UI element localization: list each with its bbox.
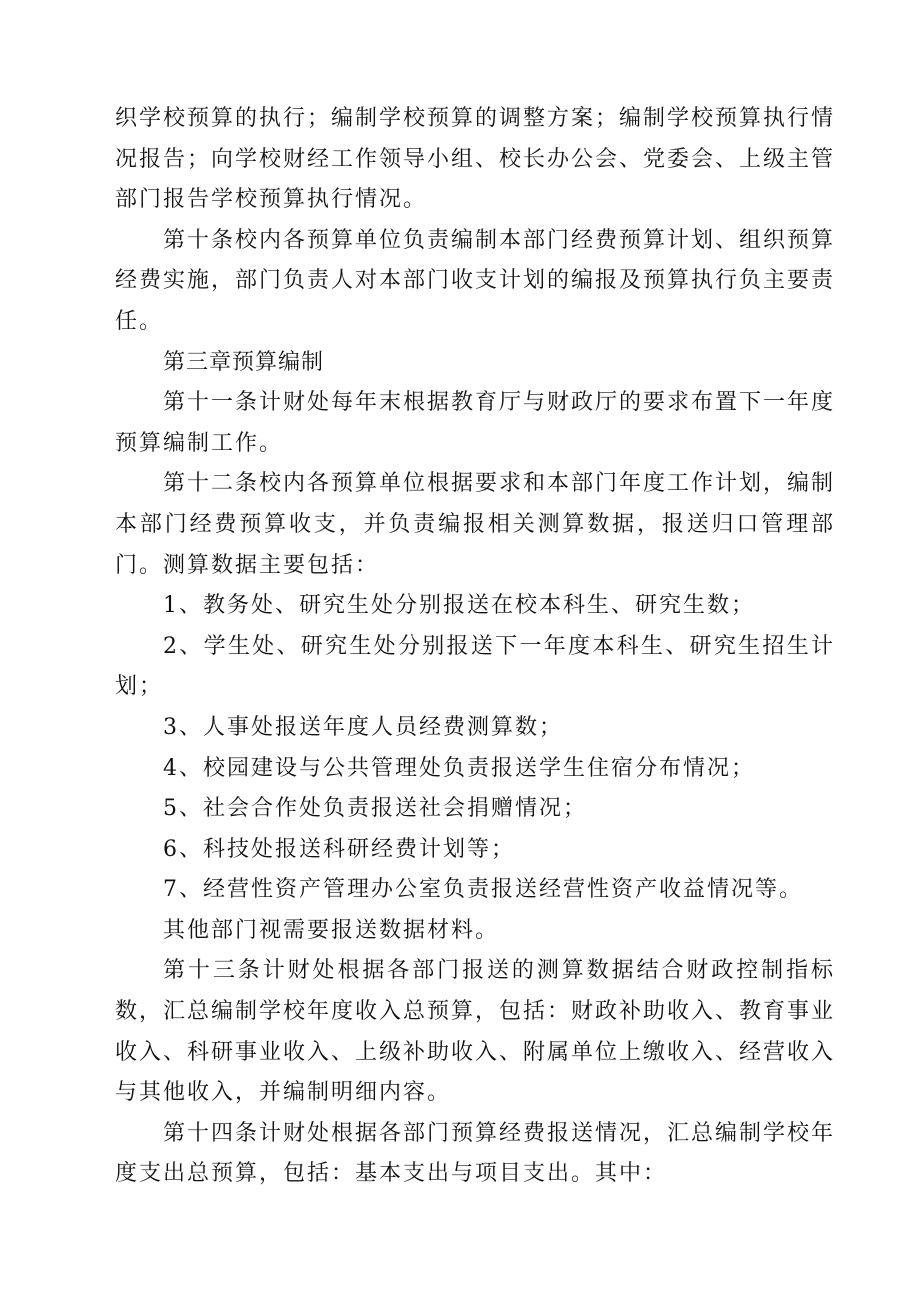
list-item-7: 7、经营性资产管理办公室负责报送经营性资产收益情况等。 — [163, 877, 803, 903]
article-13-paragraph: 第十三条计财处根据各部门报送的测算数据结合财政控制指标数，汇总编制学校年度收入总预算，包括：财政补助收入、教育事业收入、科研事业收入、上级补助收入、附属单位上缴收入、经营收入与其他收入，并编制明细内容。 — [115, 958, 836, 1106]
article-12-paragraph: 第十二条校内各预算单位根据要求和本部门年度工作计划，编制本部门经费预算收支，并负责编报相关测算数据，报送归口管理部门。测算数据主要包括： — [115, 471, 836, 578]
list-item-1: 1、教务处、研究生处分别报送在校本科生、研究生数； — [163, 593, 755, 619]
article-14-paragraph: 第十四条计财处根据各部门预算经费报送情况，汇总编制学校年度支出总预算，包括：基本支出与项目支出。其中： — [115, 1120, 836, 1187]
list-item-4: 4、校园建设与公共管理处负责报送学生住宿分布情况； — [163, 755, 755, 781]
list-item-2: 2、学生处、研究生处分别报送下一年度本科生、研究生招生计划； — [115, 633, 835, 700]
other-departments-paragraph: 其他部门视需要报送数据材料。 — [163, 917, 500, 943]
chapter-3-heading: 第三章预算编制 — [163, 349, 325, 375]
document-body — [115, 99, 835, 1195]
list-item-3: 3、人事处报送年度人员经费测算数； — [163, 714, 563, 740]
list-item-6: 6、科技处报送科研经费计划等； — [163, 836, 515, 862]
article-11-paragraph: 第十一条计财处每年末根据教育厅与财政厅的要求布置下一年度预算编制工作。 — [115, 390, 836, 456]
list-item-5: 5、社会合作处负责报送社会捐赠情况； — [163, 796, 587, 822]
paragraph-continuation: 织学校预算的执行；编制学校预算的调整方案；编制学校预算执行情况报告；向学校财经工作领导小组、校长办公会、党委会、上级主管部门报告学校预算执行情况。 — [115, 106, 836, 213]
article-10-paragraph: 第十条校内各预算单位负责编制本部门经费预算计划、组织预算经费实施，部门负责人对本部门收支计划的编报及预算执行负主要责任。 — [115, 227, 836, 334]
